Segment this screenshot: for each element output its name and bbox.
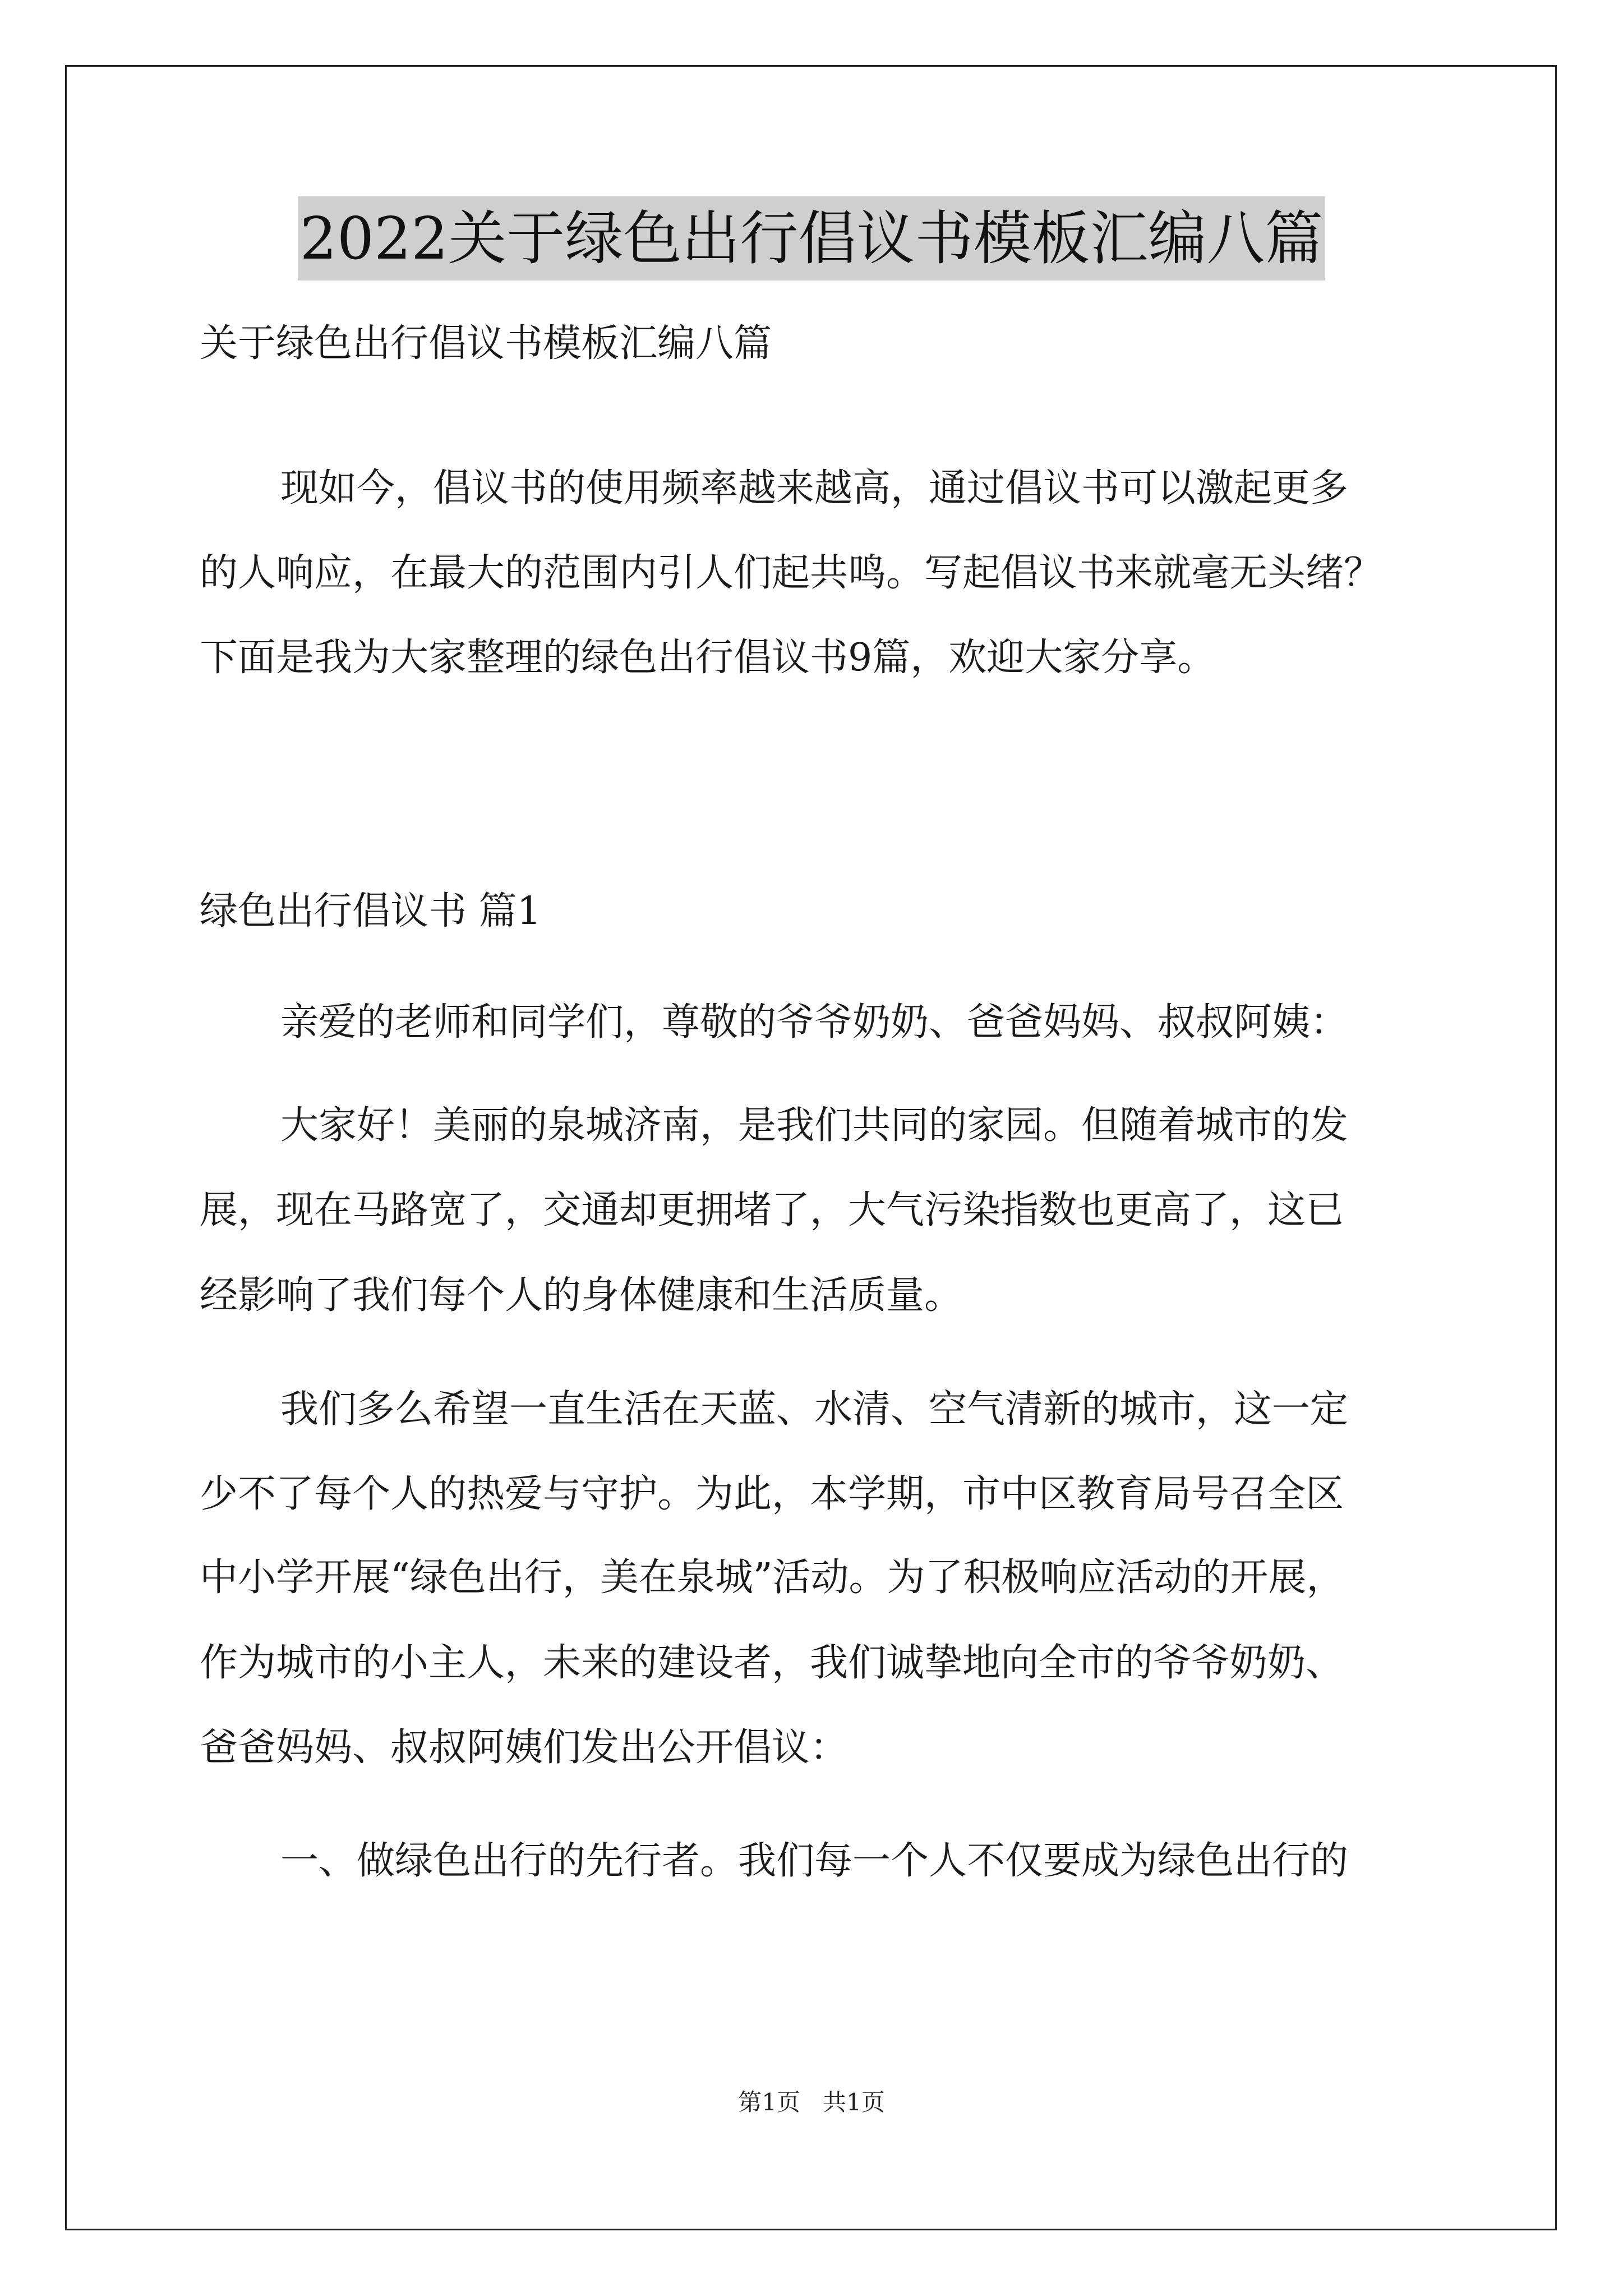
- body-line-1: 亲爱的老师和同学们，尊敬的爷爷奶奶、爸爸妈妈、叔叔阿姨：: [280, 1000, 1349, 1045]
- intro-line-1: 现如今，倡议书的使用频率越来越高，通过倡议书可以激起更多: [280, 466, 1349, 510]
- body-line-8: 作为城市的小主人，未来的建设者，我们诚挚地向全市的爷爷奶奶、: [200, 1641, 1344, 1685]
- subtitle: 关于绿色出行倡议书模板汇编八篇: [200, 321, 772, 366]
- body-line-10: 一、做绿色出行的先行者。我们每一个人不仅要成为绿色出行的: [280, 1839, 1349, 1883]
- body-line-2: 大家好！美丽的泉城济南，是我们共同的家园。但随着城市的发: [280, 1103, 1349, 1148]
- intro-line-3: 下面是我为大家整理的绿色出行倡议书9篇，欢迎大家分享。: [200, 636, 1216, 680]
- section-heading: 绿色出行倡议书 篇1: [200, 889, 541, 933]
- intro-line-2: 的人响应，在最大的范围内引人们起共鸣。写起倡议书来就毫无头绪？: [200, 551, 1382, 595]
- body-line-9: 爸爸妈妈、叔叔阿姨们发出公开倡议：: [200, 1726, 849, 1770]
- title-wrapper: [0, 196, 1623, 280]
- body-line-6: 少不了每个人的热爱与守护。为此，本学期，市中区教育局号召全区: [200, 1472, 1344, 1516]
- body-line-5: 我们多么希望一直生活在天蓝、水清、空气清新的城市，这一定: [280, 1387, 1349, 1432]
- document-title: 2022关于绿色出行倡议书模板汇编八篇: [298, 196, 1326, 280]
- body-line-4: 经影响了我们每个人的身体健康和生活质量。: [200, 1273, 963, 1318]
- body-line-3: 展，现在马路宽了，交通却更拥堵了，大气污染指数也更高了，这已: [200, 1188, 1344, 1232]
- body-line-7: 中小学开展“绿色出行，美在泉城”活动。为了积极响应活动的开展，: [200, 1556, 1345, 1600]
- page-footer: 第1页 共1页: [738, 2088, 885, 2116]
